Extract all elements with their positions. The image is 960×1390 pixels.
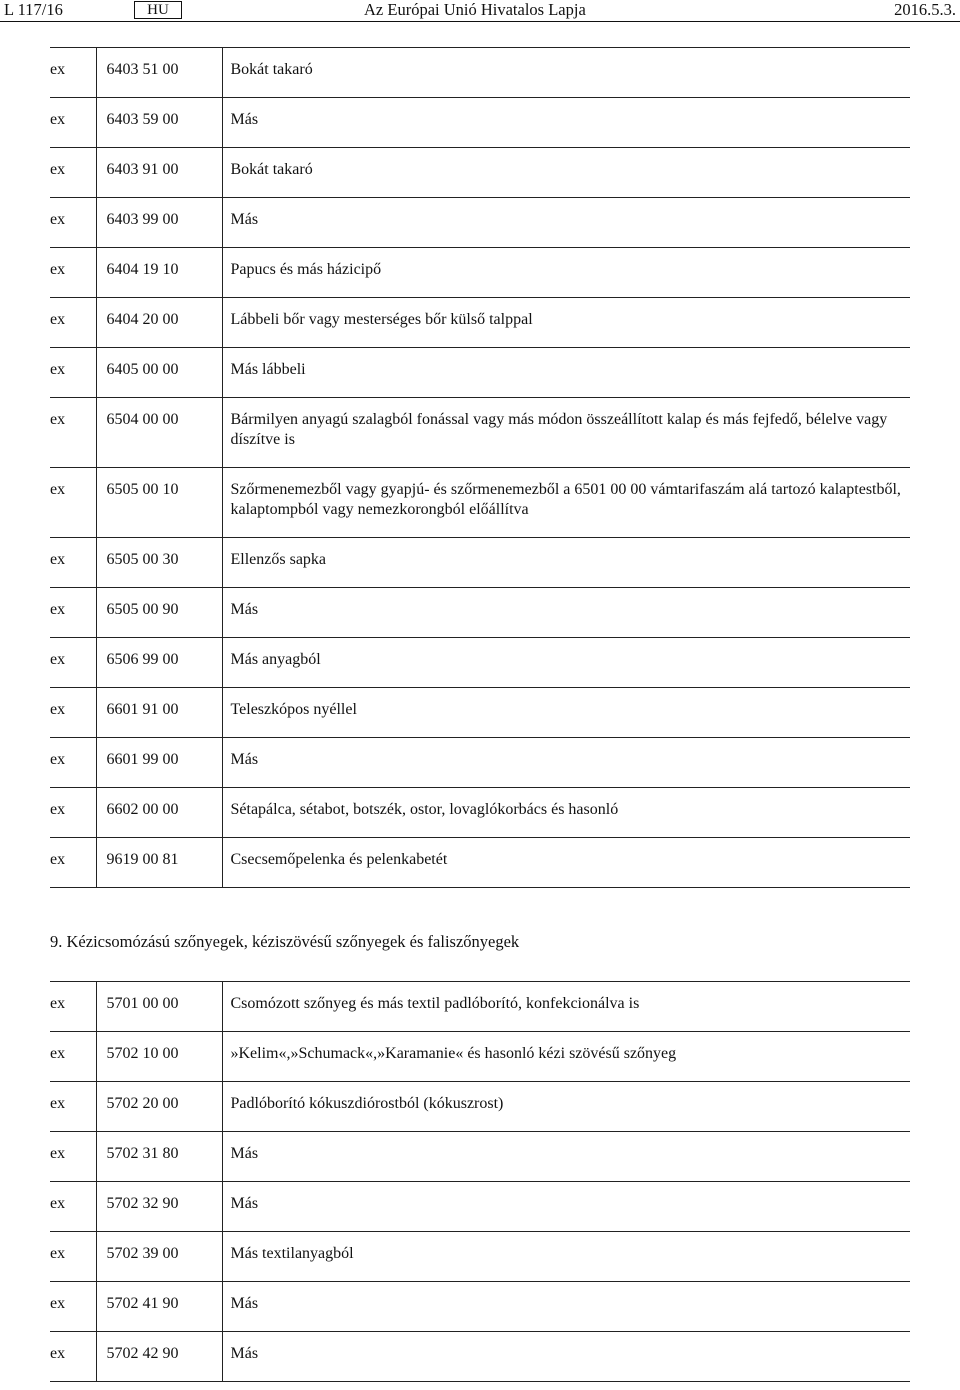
goods-description: Más [222, 1132, 910, 1182]
tariff-code: 6506 99 00 [96, 638, 222, 688]
goods-description: Más [222, 98, 910, 148]
ex-marker: ex [50, 838, 96, 888]
tariff-code: 6404 19 10 [96, 248, 222, 298]
tariff-code: 5702 42 90 [96, 1332, 222, 1382]
ex-marker: ex [50, 298, 96, 348]
ex-marker: ex [50, 348, 96, 398]
journal-title: Az Európai Unió Hivatalos Lapja [364, 0, 586, 19]
table-row [50, 98, 910, 148]
ex-marker: ex [50, 588, 96, 638]
goods-description: »Kelim«,»Schumack«,»Karamanie« és hasonló kézi szövésű szőnyeg [222, 1032, 910, 1082]
goods-description: Csecsemőpelenka és pelenkabetét [222, 838, 910, 888]
table-row [50, 1032, 910, 1082]
tariff-code: 5702 41 90 [96, 1282, 222, 1332]
table-row [50, 1332, 910, 1382]
table-row [50, 838, 910, 888]
goods-description: Más [222, 1282, 910, 1332]
tariff-code: 5702 31 80 [96, 1132, 222, 1182]
table-row [50, 1132, 910, 1182]
goods-description: Bokát takaró [222, 148, 910, 198]
table-row [50, 1182, 910, 1232]
tariff-table-1 [50, 47, 910, 888]
tariff-code: 6505 00 90 [96, 588, 222, 638]
table-row [50, 48, 910, 98]
tariff-code: 5701 00 00 [96, 982, 222, 1032]
table-row [50, 148, 910, 198]
tariff-code: 6403 91 00 [96, 148, 222, 198]
ex-marker: ex [50, 788, 96, 838]
tariff-code: 6405 00 00 [96, 348, 222, 398]
goods-description: Lábbeli bőr vagy mesterséges bőr külső talppal [222, 298, 910, 348]
ex-marker: ex [50, 638, 96, 688]
goods-description: Teleszkópos nyéllel [222, 688, 910, 738]
tariff-code: 6505 00 30 [96, 538, 222, 588]
goods-description: Padlóborító kókuszdiórostból (kókuszrost) [222, 1082, 910, 1132]
table-row [50, 348, 910, 398]
tariff-code: 6403 59 00 [96, 98, 222, 148]
tariff-code: 6404 20 00 [96, 298, 222, 348]
table-row [50, 638, 910, 688]
page-reference: L 117/16 [4, 0, 63, 19]
table-row [50, 688, 910, 738]
goods-description: Csomózott szőnyeg és más textil padlóborító, konfekcionálva is [222, 982, 910, 1032]
goods-description: Bármilyen anyagú szalagból fonással vagy más módon összeállított kalap és más fejfedő, bélelve vagy díszítve is [222, 398, 910, 468]
ex-marker: ex [50, 538, 96, 588]
ex-marker: ex [50, 1332, 96, 1382]
table-row [50, 468, 910, 538]
tariff-code: 6504 00 00 [96, 398, 222, 468]
tariff-code: 5702 10 00 [96, 1032, 222, 1082]
ex-marker: ex [50, 1032, 96, 1082]
tariff-table-2 [50, 981, 910, 1382]
goods-description: Más textilanyagból [222, 1232, 910, 1282]
goods-description: Bokát takaró [222, 48, 910, 98]
ex-marker: ex [50, 1282, 96, 1332]
tariff-code: 5702 32 90 [96, 1182, 222, 1232]
tariff-code: 6403 99 00 [96, 198, 222, 248]
ex-marker: ex [50, 1232, 96, 1282]
table-row [50, 1232, 910, 1282]
tariff-code: 9619 00 81 [96, 838, 222, 888]
tariff-code: 6505 00 10 [96, 468, 222, 538]
ex-marker: ex [50, 398, 96, 468]
ex-marker: ex [50, 148, 96, 198]
ex-marker: ex [50, 738, 96, 788]
ex-marker: ex [50, 98, 96, 148]
language-badge: HU [134, 1, 182, 19]
ex-marker: ex [50, 1182, 96, 1232]
tariff-code: 6403 51 00 [96, 48, 222, 98]
goods-description: Szőrmenemezből vagy gyapjú- és szőrmenemezből a 6501 00 00 vámtarifaszám alá tartozó kalaptestből, kalaptompból vagy nemezkorongból előállítva [222, 468, 910, 538]
tariff-code: 6601 99 00 [96, 738, 222, 788]
goods-description: Más [222, 198, 910, 248]
goods-description: Más [222, 588, 910, 638]
table-row [50, 788, 910, 838]
publication-date: 2016.5.3. [894, 0, 956, 19]
ex-marker: ex [50, 1082, 96, 1132]
table-row [50, 1282, 910, 1332]
table-row [50, 198, 910, 248]
ex-marker: ex [50, 1132, 96, 1182]
table-row [50, 1082, 910, 1132]
tariff-code: 6602 00 00 [96, 788, 222, 838]
goods-description: Más anyagból [222, 638, 910, 688]
ex-marker: ex [50, 248, 96, 298]
page-header [0, 0, 960, 22]
goods-description: Más [222, 1332, 910, 1382]
goods-description: Papucs és más házicipő [222, 248, 910, 298]
ex-marker: ex [50, 198, 96, 248]
section-9-title: 9. Kézicsomózású szőnyegek, kéziszövésű szőnyegek és faliszőnyegek [50, 932, 520, 951]
table-row [50, 588, 910, 638]
ex-marker: ex [50, 468, 96, 538]
table-row [50, 538, 910, 588]
tariff-code: 5702 20 00 [96, 1082, 222, 1132]
ex-marker: ex [50, 982, 96, 1032]
ex-marker: ex [50, 48, 96, 98]
table-row [50, 248, 910, 298]
goods-description: Sétapálca, sétabot, botszék, ostor, lovaglókorbács és hasonló [222, 788, 910, 838]
table-row [50, 398, 910, 468]
table-row [50, 298, 910, 348]
table-row [50, 982, 910, 1032]
goods-description: Más lábbeli [222, 348, 910, 398]
header-rule [0, 21, 960, 22]
ex-marker: ex [50, 688, 96, 738]
goods-description: Más [222, 1182, 910, 1232]
table-row [50, 738, 910, 788]
tariff-code: 6601 91 00 [96, 688, 222, 738]
goods-description: Más [222, 738, 910, 788]
goods-description: Ellenzős sapka [222, 538, 910, 588]
tariff-code: 5702 39 00 [96, 1232, 222, 1282]
